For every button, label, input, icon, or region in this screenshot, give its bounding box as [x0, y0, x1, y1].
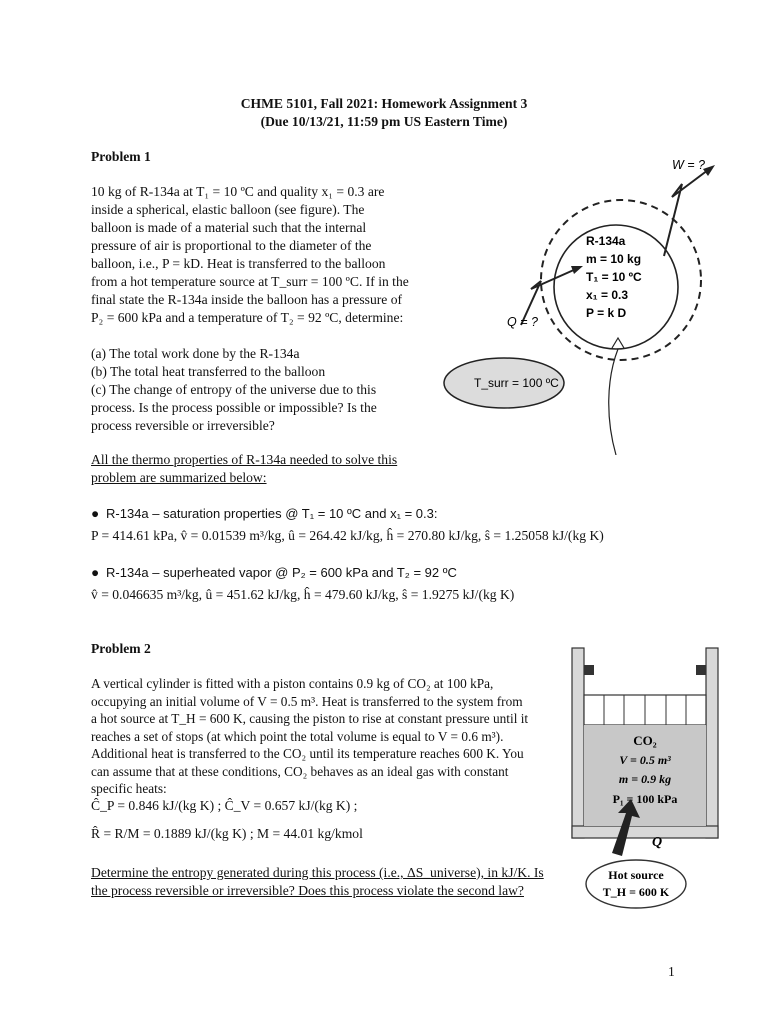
page-number: 1 [668, 964, 675, 979]
prop-temperature: T₁ = 10 ºC [586, 270, 642, 284]
prop-pressure-law: P = k D [586, 306, 627, 320]
prop-quality: x₁ = 0.3 [586, 288, 628, 302]
prop-mass: m = 10 kg [586, 252, 642, 266]
p2-line: a hot source at T_H = 600 K, causing the piston to rise at constant pressure until it [91, 711, 529, 727]
title-line-2: (Due 10/13/21, 11:59 pm US Eastern Time) [260, 114, 508, 130]
volume-label: V = 0.5 m³ [619, 753, 671, 767]
p2-line: occupying an initial volume of V = 0.5 m³. Heat is transferred to the system from [91, 693, 523, 709]
p2-line: Additional heat is transferred to the CO₂ until its temperature reaches 600 K. You [91, 746, 524, 762]
balloon-figure [436, 150, 726, 455]
problem-2-question [91, 864, 561, 900]
work-label: W = ? [672, 158, 705, 172]
work-arrow [664, 170, 708, 256]
p1-line: balloon is made of a material such that the internal [91, 219, 367, 235]
problem-1-heading: Problem 1 [91, 149, 151, 164]
hot-source-title: Hot source [608, 868, 664, 882]
cylinder-left-wall [572, 648, 584, 838]
p1-line: P₂ = 600 kPa and a temperature of T₂ = 92 ºC, determine: [91, 309, 404, 325]
note-line: All the thermo properties of R-134a needed to solve this [91, 452, 398, 467]
assignment-title [0, 95, 768, 132]
pressure-label: P₁ = 100 kPa [612, 792, 678, 806]
part-a: (a) The total work done by the R-134a [91, 346, 300, 361]
saturation-values: P = 414.61 kPa, v̂ = 0.01539 m³/kg, û = 264.42 kJ/kg, ĥ = 270.80 kJ/kg, ŝ = 1.25058 kJ/(kg K) [91, 528, 604, 543]
part-c-cont: process. Is the process possible or impossible? Is the [91, 399, 377, 415]
p1-line: inside a spherical, elastic balloon (see figure). The [91, 201, 365, 217]
question-line: the process reversible or irreversible? Does this process violate the second law? [91, 882, 524, 898]
part-c: (c) The change of entropy of the universe due to this [91, 381, 377, 397]
heat-q-label: Q [652, 835, 663, 850]
p1-line: pressure of air is proportional to the diameter of the [91, 237, 372, 253]
balloon-string [609, 349, 618, 455]
problem-1-parts [91, 345, 432, 435]
right-stop [696, 665, 706, 675]
piston-cylinder-figure [566, 643, 734, 913]
heat-arrowhead [571, 266, 583, 274]
bullet-dot: ● [91, 565, 107, 580]
p1-line: balloon, i.e., P = kD. Heat is transferred to the balloon [91, 255, 386, 271]
bullet-dot: ● [91, 506, 107, 521]
hot-source-temperature: T_H = 600 K [602, 885, 670, 899]
gas-label: CO₂ [633, 733, 657, 748]
problem-2-heading: Problem 2 [91, 641, 151, 656]
note-line: problem are summarized below: [91, 469, 267, 485]
properties-note [91, 451, 432, 487]
bullet-saturation-heading: R-134a – saturation properties @ T₁ = 10 ºC and x₁ = 0.3: [106, 506, 438, 521]
p1-line: 10 kg of R-134a at T₁ = 10 ºC and quality x₁ = 0.3 are [91, 184, 385, 199]
p1-line: final state the R-134a inside the balloon has a pressure of [91, 291, 403, 307]
superheated-values: v̂ = 0.046635 m³/kg, û = 451.62 kJ/kg, ĥ = 479.60 kJ/kg, ŝ = 1.9275 kJ/(kg K) [91, 587, 515, 602]
cylinder-right-wall [706, 648, 718, 838]
bullet-superheated-heading: R-134a – superheated vapor @ P₂ = 600 kPa and T₂ = 92 ºC [106, 565, 457, 580]
p2-line: reaches a set of stops (at which point the total volume is equal to V = 0.6 m³). [91, 728, 504, 744]
specific-heats-equation: Ĉ_P = 0.846 kJ/(kg K) ; Ĉ_V = 0.657 kJ/(kg K) ; [91, 798, 358, 813]
question-line: Determine the entropy generated during this process (i.e., ΔS_universe), in kJ/K. Is [91, 865, 544, 880]
mass-label: m = 0.9 kg [618, 772, 672, 786]
p2-line: A vertical cylinder is fitted with a piston contains 0.9 kg of CO₂ at 100 kPa, [91, 676, 494, 691]
problem-2-statement [91, 675, 561, 798]
balloon-knot [612, 338, 624, 348]
gas-constant-equation: R̂ = R/M = 0.1889 kJ/(kg K) ; M = 44.01 kg/kmol [91, 826, 363, 841]
p2-line: can assume that at these conditions, CO₂ behaves as an ideal gas with constant [91, 763, 509, 779]
prop-fluid: R-134a [586, 234, 626, 248]
p1-line: from a hot temperature source at T_surr = 100 ºC. If in the [91, 273, 409, 289]
p2-line: specific heats: [91, 781, 167, 797]
part-b: (b) The total heat transferred to the balloon [91, 363, 326, 379]
bullet-saturation [91, 505, 437, 523]
left-stop [584, 665, 594, 675]
title-line-1: CHME 5101, Fall 2021: Homework Assignment 3 [240, 96, 528, 111]
source-label: T_surr = 100 ºC [474, 376, 559, 390]
part-c-cont: process reversible or irreversible? [91, 417, 275, 433]
problem-1-statement [91, 183, 432, 327]
bullet-superheated [91, 564, 457, 582]
heat-label: Q = ? [507, 315, 538, 329]
cylinder-base [572, 826, 718, 838]
